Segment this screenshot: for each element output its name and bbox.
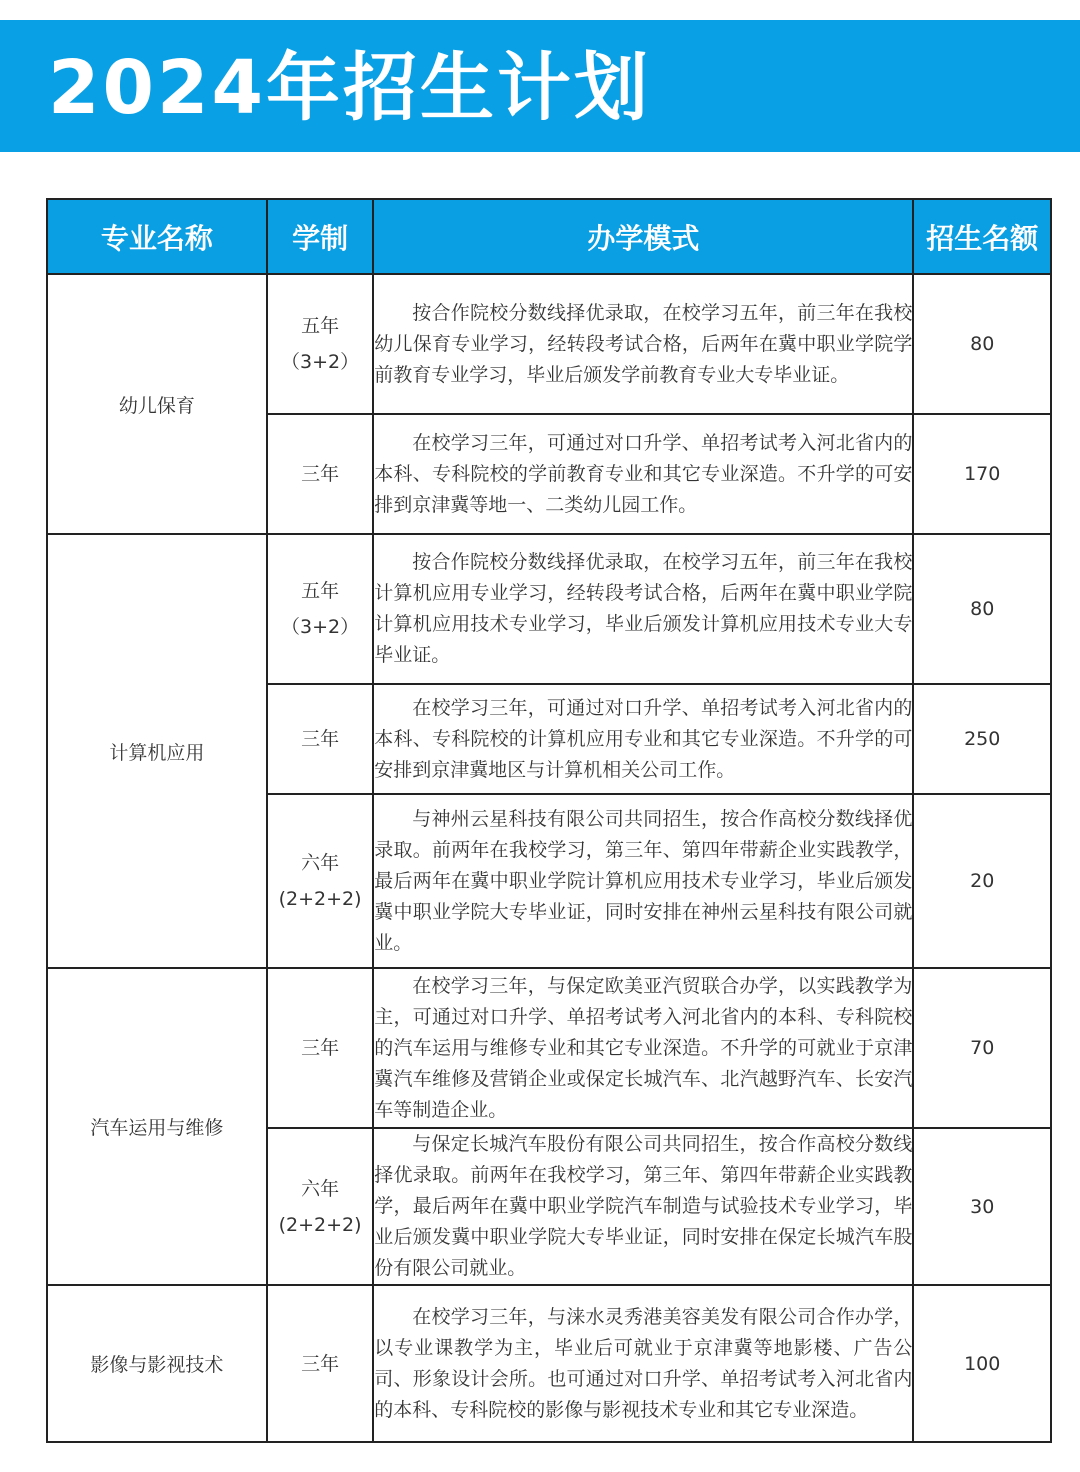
table-row: [47, 274, 1051, 414]
table-row: [47, 968, 1051, 1128]
mode-cell: [373, 794, 913, 968]
major-name: 汽车运用与维修: [47, 968, 267, 1285]
mode-text: 按合作院校分数线择优录取，在校学习五年，前三年在我校幼儿保育专业学习，经转段考试合格，后两年在冀中职业学院学前教育专业学习，毕业后颁发学前教育专业大专毕业证。: [374, 301, 913, 386]
mode-text: 在校学习三年，与保定欧美亚汽贸联合办学，以实践教学为主，可通过对口升学、单招考试考入河北省内的本科、专科院校的汽车运用与维修专业和其它专业深造。不升学的可就业于京津冀汽车维修及营销企业或保定长城汽车、北汽越野汽车、长安汽车等制造企业。: [374, 974, 913, 1121]
mode-text: 在校学习三年，可通过对口升学、单招考试考入河北省内的本科、专科院校的学前教育专业和其它专业深造。不升学的可安排到京津冀等地一、二类幼儿园工作。: [374, 431, 913, 516]
quota: 80: [913, 274, 1051, 414]
header-major: 专业名称: [47, 199, 267, 274]
quota: 20: [913, 794, 1051, 968]
duration: 五年: [301, 580, 340, 602]
major-name: 影像与影视技术: [47, 1285, 267, 1442]
mode-text: 在校学习三年，与涞水灵秀港美容美发有限公司合作办学，以专业课教学为主，毕业后可就业于京津冀等地影楼、广告公司、形象设计会所。也可通过对口升学、单招考试考入河北省内的本科、专科院校的影像与影视技术专业和其它专业深造。: [374, 1305, 913, 1421]
duration-cell: [267, 274, 373, 414]
duration-note: （3+2）: [281, 351, 360, 373]
duration-cell: [267, 1128, 373, 1285]
title-banner: [0, 20, 1080, 152]
mode-text: 在校学习三年，可通过对口升学、单招考试考入河北省内的本科、专科院校的计算机应用专业和其它专业深造。不升学的可安排到京津冀地区与计算机相关公司工作。: [374, 696, 913, 781]
table-row: [47, 534, 1051, 684]
duration-cell: [267, 684, 373, 794]
duration-note: （3+2）: [281, 616, 360, 638]
enrollment-plan-table: [46, 198, 1052, 1443]
quota: 70: [913, 968, 1051, 1128]
duration-cell: [267, 968, 373, 1128]
duration: 三年: [301, 463, 340, 485]
table-header-row: [47, 199, 1051, 274]
mode-cell: [373, 684, 913, 794]
duration: 三年: [301, 728, 340, 750]
duration-cell: [267, 794, 373, 968]
duration-note: (2+2+2): [278, 1213, 362, 1236]
quota: 30: [913, 1128, 1051, 1285]
duration: 六年: [301, 1177, 340, 1200]
duration: 三年: [301, 1037, 340, 1059]
major-name: 计算机应用: [47, 534, 267, 968]
duration: 六年: [301, 852, 340, 874]
table-row: [47, 1285, 1051, 1442]
duration: 三年: [301, 1352, 340, 1375]
mode-cell: [373, 1128, 913, 1285]
header-duration: 学制: [267, 199, 373, 274]
mode-cell: [373, 968, 913, 1128]
quota: 100: [913, 1285, 1051, 1442]
mode-cell: [373, 534, 913, 684]
quota: 80: [913, 534, 1051, 684]
mode-text: 与保定长城汽车股份有限公司共同招生，按合作高校分数线择优录取。前两年在我校学习，第三年、第四年带薪企业实践教学，最后两年在冀中职业学院汽车制造与试验技术专业学习，毕业后颁发冀中职业学院大专毕业证，同时安排在保定长城汽车股份有限公司就业。: [374, 1133, 913, 1279]
mode-cell: [373, 414, 913, 534]
duration-note: (2+2+2): [278, 888, 362, 910]
major-name: 幼儿保育: [47, 274, 267, 534]
duration-cell: [267, 414, 373, 534]
quota: 250: [913, 684, 1051, 794]
page-title: 2024年招生计划: [48, 45, 651, 131]
mode-text: 与神州云星科技有限公司共同招生，按合作高校分数线择优录取。前两年在我校学习，第三年、第四年带薪企业实践教学，最后两年在冀中职业学院计算机应用技术专业学习，毕业后颁发冀中职业学院大专毕业证，同时安排在神州云星科技有限公司就业。: [374, 807, 913, 954]
mode-cell: [373, 1285, 913, 1442]
mode-cell: [373, 274, 913, 414]
duration-cell: [267, 534, 373, 684]
duration-cell: [267, 1285, 373, 1442]
duration: 五年: [301, 315, 340, 337]
quota: 170: [913, 414, 1051, 534]
header-mode: 办学模式: [373, 199, 913, 274]
header-quota: 招生名额: [913, 199, 1051, 274]
mode-text: 按合作院校分数线择优录取，在校学习五年，前三年在我校计算机应用专业学习，经转段考试合格，后两年在冀中职业学院计算机应用技术专业学习，毕业后颁发计算机应用技术专业大专毕业证。: [374, 551, 913, 666]
